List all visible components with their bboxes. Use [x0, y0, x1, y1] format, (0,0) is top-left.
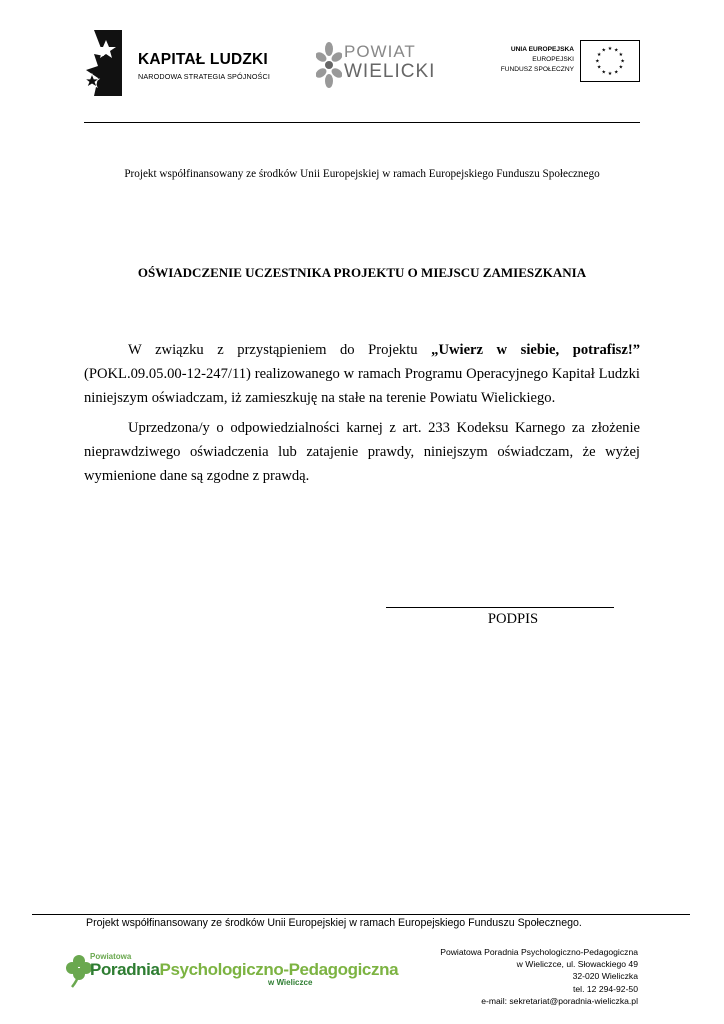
svg-text:★: ★	[614, 69, 619, 76]
poradnia-logo-main-a: Poradnia	[90, 960, 160, 979]
footer-divider	[32, 914, 690, 915]
poradnia-logo-small: Powiatowa	[90, 952, 132, 961]
poradnia-logo-location: w Wieliczce	[268, 978, 313, 987]
address-line-2: w Wieliczce, ul. Słowackiego 49	[516, 959, 638, 970]
paragraph-2: Uprzedzona/y o odpowiedzialności karnej z art. 233 Kodeksu Karnego za złożenie nieprawdziwego oświadczenia lub zatajenie prawdy, niniejszym oświadczam, że wyżej wymienione dane są zgodne z prawdą.	[84, 420, 640, 484]
powiat-label: POWIAT	[344, 42, 416, 61]
address-line-3: 32-020 Wieliczka	[572, 971, 638, 982]
eu-logo	[490, 40, 640, 86]
svg-text:★: ★	[607, 45, 613, 52]
poradnia-logo-main	[90, 960, 398, 980]
paragraph-1-start: W związku z przystąpieniem do Projektu	[128, 342, 432, 358]
eu-line3: FUNDUSZ SPOŁECZNY	[500, 66, 574, 73]
document-title: OŚWIADCZENIE UCZESTNIKA PROJEKTU O MIEJSCU ZAMIESZKANIA	[137, 265, 587, 280]
eu-flag-icon	[580, 40, 640, 82]
cofinancing-note: Projekt współfinansowany ze środków Unii Europejskiej w ramach Europejskiego Funduszu Społecznego	[124, 168, 600, 180]
kapital-ludzki-subtitle: NARODOWA STRATEGIA SPÓJNOŚCI	[138, 72, 270, 81]
svg-text:★: ★	[595, 58, 600, 65]
eu-text	[501, 45, 574, 75]
svg-text:★: ★	[614, 47, 619, 54]
kapital-ludzki-logo	[84, 30, 284, 96]
kapital-ludzki-flag-icon	[84, 30, 126, 96]
wielicki-label: WIELICKI	[344, 61, 436, 82]
address-line-1: Powiatowa Poradnia Psychologiczno-Pedagogiczna	[440, 947, 638, 957]
paragraph-1-rest: (POKL.09.05.00-12-247/11) realizowanego w ramach Programu Operacyjnego Kapitał Ludzki niniejszym oświadczam, iż zamieszkuję na stałe na terenie Powiatu Wielickiego.	[84, 366, 640, 406]
statement-body	[84, 338, 640, 494]
footer-cofinancing-note: Projekt współfinansowany ze środków Unii Europejskiej w ramach Europejskiego Funduszu Społecznego.	[86, 917, 582, 929]
project-name: „Uwierz w siebie, potrafisz!”	[431, 342, 640, 358]
powiat-wielicki-logo	[316, 42, 436, 90]
kapital-ludzki-title: KAPITAŁ LUDZKI	[138, 51, 268, 68]
footer-address	[440, 946, 638, 1007]
poradnia-logo	[66, 952, 399, 992]
eu-line2: EUROPEJSKI	[532, 56, 574, 63]
svg-text:★: ★	[601, 69, 606, 76]
svg-text:★: ★	[618, 64, 624, 71]
address-phone: tel. 12 294-92-50	[573, 983, 638, 994]
svg-text:★: ★	[596, 64, 602, 71]
signature-line	[386, 607, 614, 608]
svg-text:★: ★	[596, 52, 602, 59]
address-email: e-mail: sekretariat@poradnia-wieliczka.pl	[481, 995, 638, 1006]
eu-line1: UNIA EUROPEJSKA	[510, 46, 574, 53]
svg-text:★: ★	[620, 58, 625, 65]
header-divider	[84, 122, 640, 123]
snowflake-flower-icon	[316, 42, 342, 88]
paragraph-1	[84, 338, 640, 410]
clover-icon	[66, 954, 92, 988]
svg-text:★: ★	[607, 71, 613, 77]
signature-label: PODPIS	[487, 611, 539, 627]
poradnia-logo-main-b: Psychologiczno-Pedagogiczna	[159, 960, 399, 979]
svg-text:★: ★	[618, 52, 624, 59]
svg-text:★: ★	[601, 47, 606, 54]
